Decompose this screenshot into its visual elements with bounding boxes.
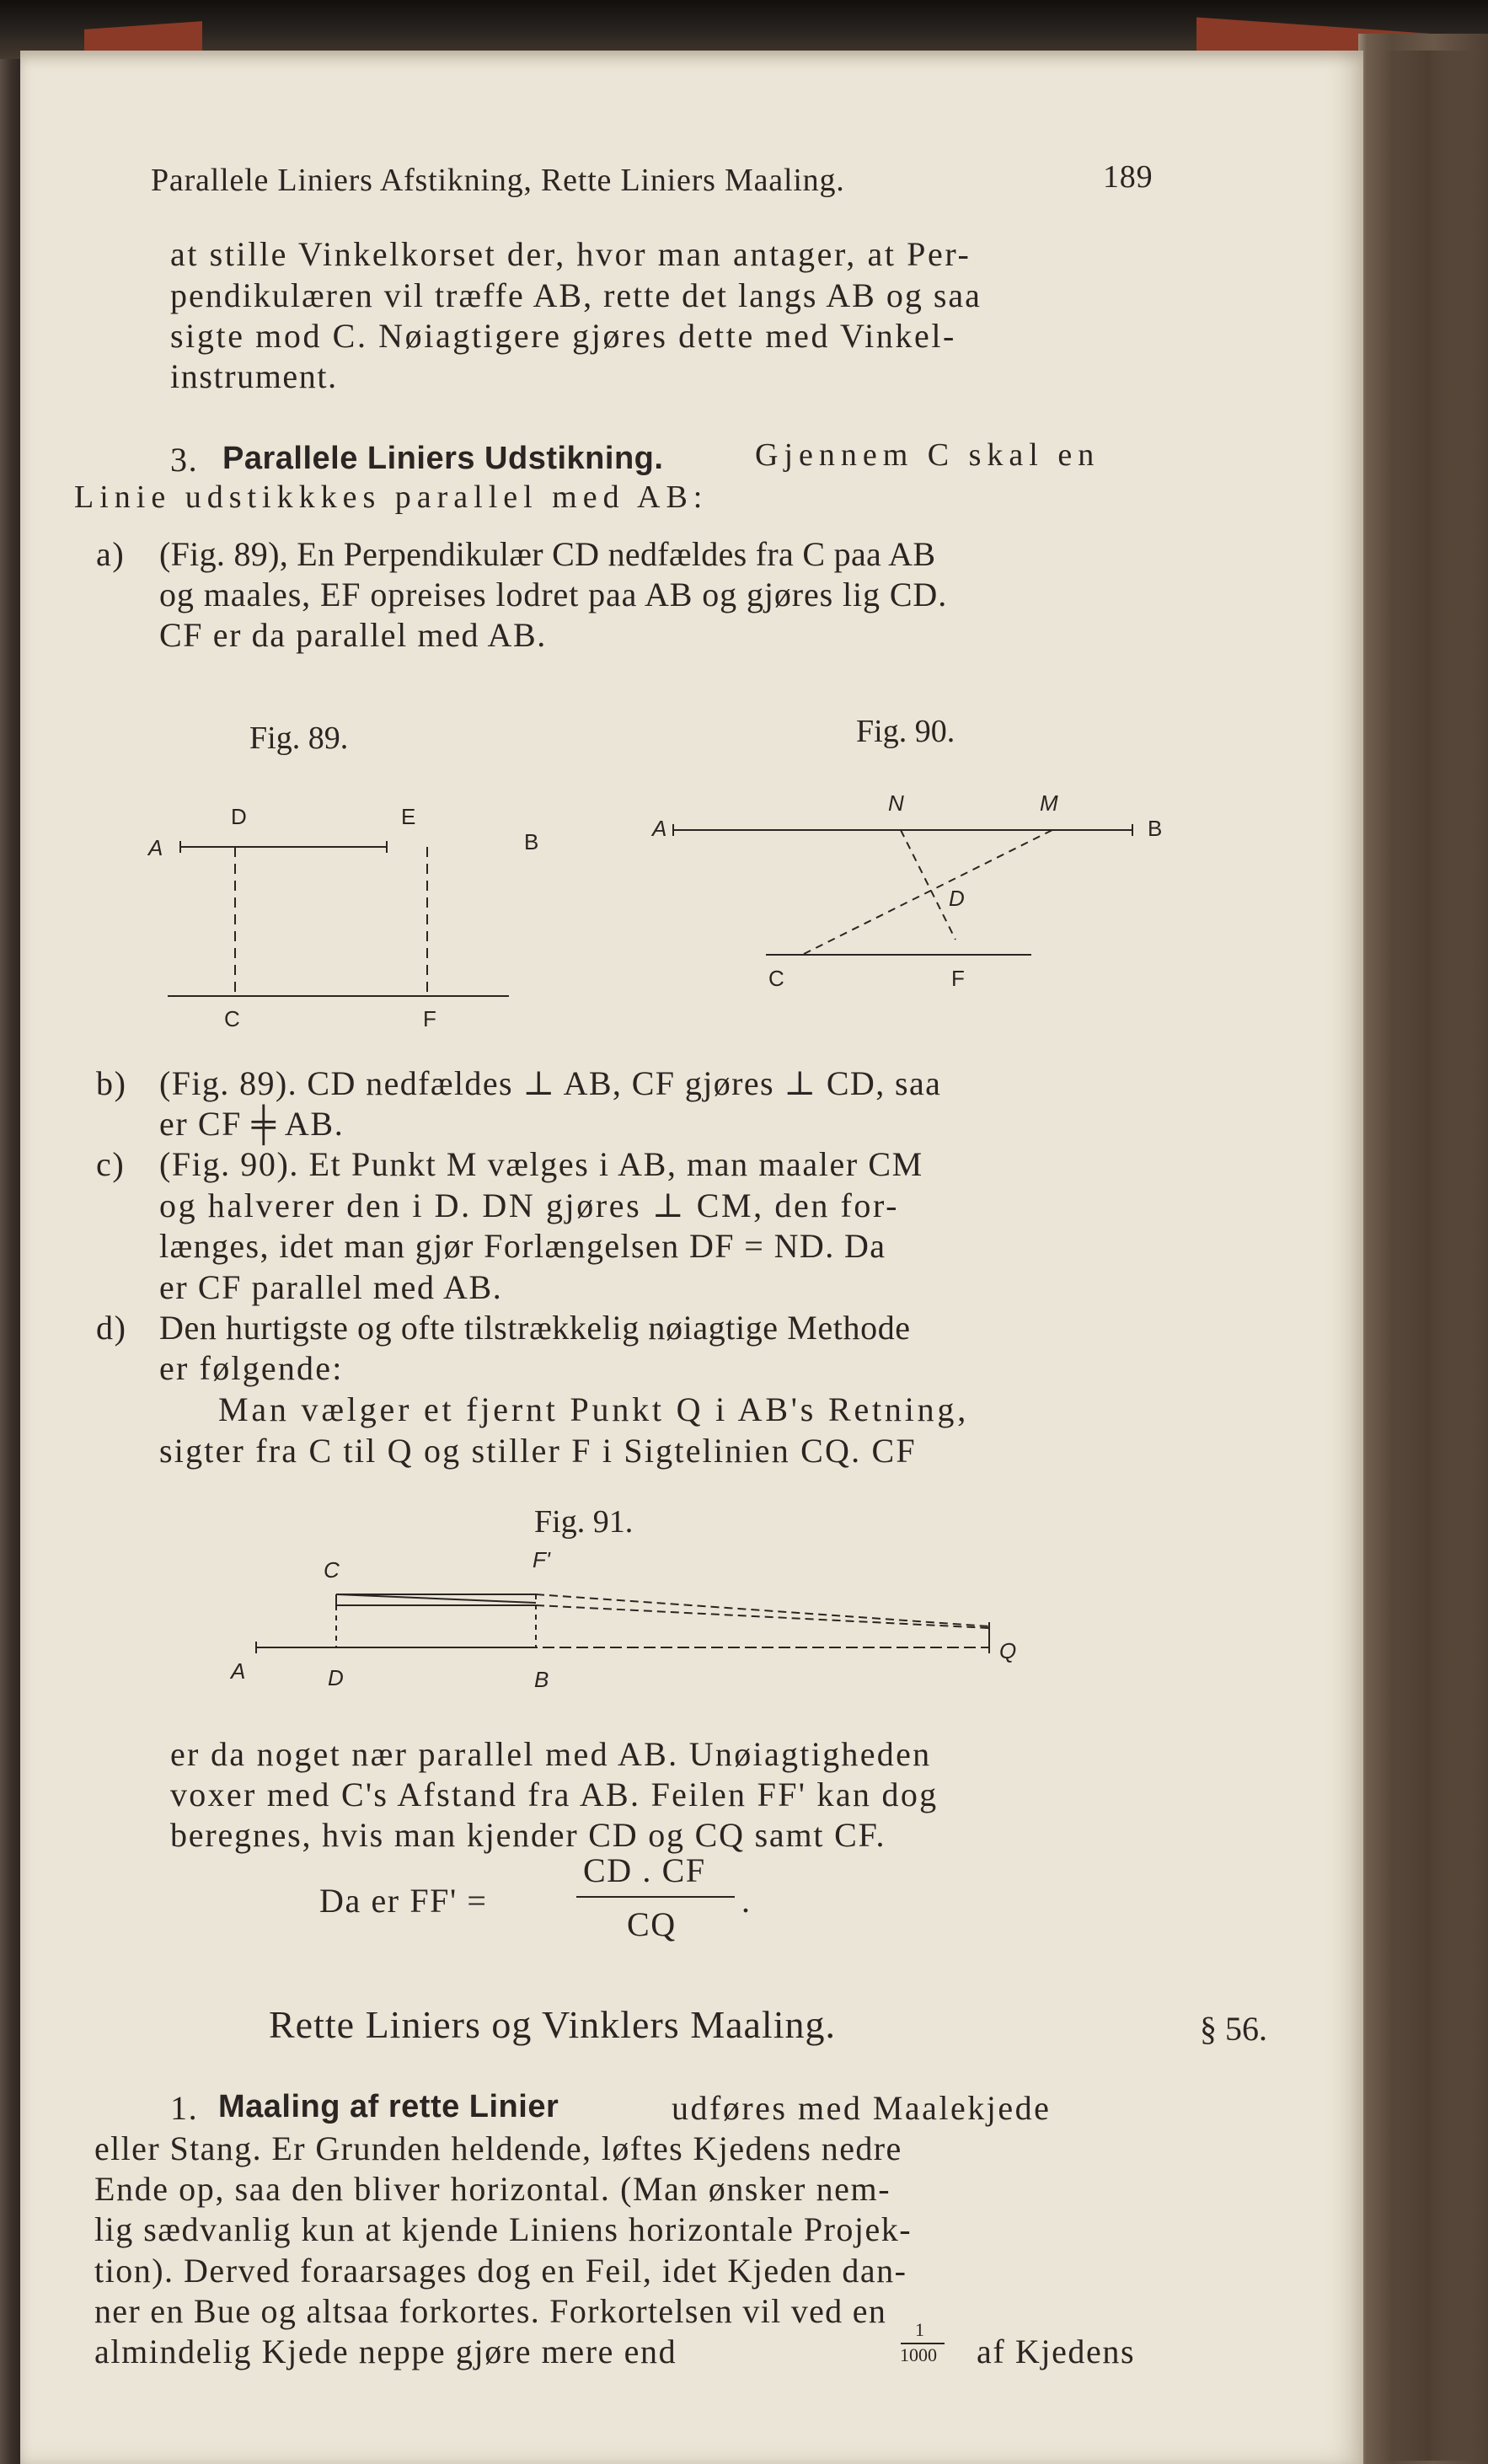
body-line: og maales, EF opreises lodret paa AB og gjøres lig CD. <box>159 576 948 613</box>
body-line: (Fig. 90). Et Punkt M vælges i AB, man maaler CM <box>159 1145 923 1183</box>
label-B: B <box>1148 816 1163 841</box>
label-C: C <box>224 1006 240 1031</box>
fraction-numerator: 1 <box>915 2319 924 2340</box>
subsection-heading: Maaling af rette Linier <box>218 2089 559 2124</box>
figure-91-caption: Fig. 91. <box>534 1504 634 1540</box>
label-F: F <box>423 1006 436 1031</box>
body-line: almindelig Kjede neppe gjøre mere end <box>94 2333 677 2370</box>
page-number: 189 <box>1103 159 1153 195</box>
body-line: af Kjedens <box>977 2333 1136 2370</box>
body-line: og halverer den i D. DN gjøres ⊥ CM, den for- <box>159 1186 900 1224</box>
body-line: er følgende: <box>159 1349 344 1387</box>
fraction-denominator: 1000 <box>900 2344 937 2365</box>
label-Q: Q <box>999 1638 1017 1663</box>
figure-90 <box>650 714 1162 991</box>
body-line: beregnes, hvis man kjender CD og CQ samt CF. <box>170 1816 886 1854</box>
body-line: Den hurtigste og ofte tilstrækkelig nøiagtige Methode <box>159 1309 911 1347</box>
figure-89-90 <box>20 708 1318 1062</box>
label-D: D <box>949 886 965 911</box>
line-NF <box>901 830 955 940</box>
formula-prefix: Da er FF' = <box>319 1882 488 1920</box>
body-line: Ende op, saa den bliver horizontal. (Man ønsker nem- <box>94 2170 891 2208</box>
label-D: D <box>231 804 247 829</box>
body-line: CF er da parallel med AB. <box>159 616 547 654</box>
formula-numerator: CD . CF <box>583 1851 706 1889</box>
body-line: længes, idet man gjør Forlængelsen DF = ND. Da <box>159 1227 886 1265</box>
label-A: A <box>231 1658 246 1684</box>
line-CQ-start <box>336 1594 536 1603</box>
list-label: c) <box>96 1145 126 1183</box>
label-A: A <box>652 816 667 841</box>
body-line: udføres med Maalekjede <box>672 2089 1052 2127</box>
body-line: ner en Bue og altsaa forkortes. Forkortelsen vil ved en <box>94 2292 887 2330</box>
body-line: er CF parallel med AB. <box>159 1268 503 1306</box>
section-number: 3. <box>170 441 199 479</box>
body-line: tion). Derved foraarsages dog en Feil, idet Kjeden dan- <box>94 2252 907 2290</box>
line-CM <box>804 830 1052 954</box>
label-D: D <box>328 1665 344 1690</box>
figure-89-caption: Fig. 89. <box>249 720 349 756</box>
sight-line-CQ <box>536 1594 989 1626</box>
label-B: B <box>534 1667 549 1692</box>
body-line: instrument. <box>170 357 338 395</box>
label-F-prime: F' <box>533 1547 550 1572</box>
body-line: sigte mod C. Nøiagtigere gjøres dette med Vinkel- <box>170 317 956 355</box>
body-line: (Fig. 89). CD nedfældes ⊥ AB, CF gjøres ⊥ CD, saa <box>159 1064 942 1102</box>
body-line: er da noget nær parallel med AB. Unøiagtigheden <box>170 1735 932 1773</box>
figure-91 <box>20 1483 1318 1719</box>
formula-end: . <box>741 1882 752 1920</box>
fraction-bar <box>576 1896 735 1898</box>
body-line: (Fig. 89), En Perpendikulær CD nedfældes fra C paa AB <box>159 535 936 573</box>
body-line: at stille Vinkelkorset der, hvor man antager, at Per- <box>170 235 971 273</box>
body-line: sigter fra C til Q og stiller F i Sigtelinien CQ. CF <box>159 1432 917 1470</box>
label-N: N <box>888 790 904 816</box>
subsection-number: 1. <box>170 2089 199 2127</box>
list-label: b) <box>96 1064 127 1102</box>
body-line: voxer med C's Afstand fra AB. Feilen FF' kan dog <box>170 1776 939 1813</box>
section-title: Rette Liniers og Vinklers Maaling. <box>269 2003 836 2046</box>
body-line: eller Stang. Er Grunden heldende, løftes Kjedens nedre <box>94 2129 902 2167</box>
body-line: lig sædvanlig kun at kjende Liniens horizontale Projek- <box>94 2210 913 2248</box>
figure-90-caption: Fig. 90. <box>856 714 955 749</box>
label-C: C <box>324 1557 340 1583</box>
body-line: Linie udstikkkes parallel med AB: <box>74 479 709 515</box>
formula-denominator: CQ <box>627 1905 677 1943</box>
section-number: § 56. <box>1200 2010 1267 2048</box>
book-spine-shadow <box>1382 51 1475 2461</box>
label-C: C <box>768 966 784 991</box>
list-label: a) <box>96 535 126 573</box>
label-F: F <box>951 966 965 991</box>
label-B: B <box>524 829 539 854</box>
list-label: d) <box>96 1309 127 1347</box>
section-heading: Parallele Liniers Udstikning. <box>222 441 664 476</box>
book-page <box>20 51 1363 2464</box>
figure-89 <box>147 720 538 1031</box>
body-line: pendikulæren vil træffe AB, rette det langs AB og saa <box>170 276 982 314</box>
running-header: Parallele Liniers Afstikning, Rette Liniers Maaling. <box>151 163 845 198</box>
body-line: er CF ╪ AB. <box>159 1105 345 1143</box>
label-E: E <box>401 804 416 829</box>
body-line: Gjennem C skal en <box>755 437 1100 473</box>
label-M: M <box>1040 790 1058 816</box>
label-A: A <box>148 835 163 860</box>
body-line: Man vælger et fjernt Punkt Q i AB's Retning, <box>218 1390 970 1428</box>
